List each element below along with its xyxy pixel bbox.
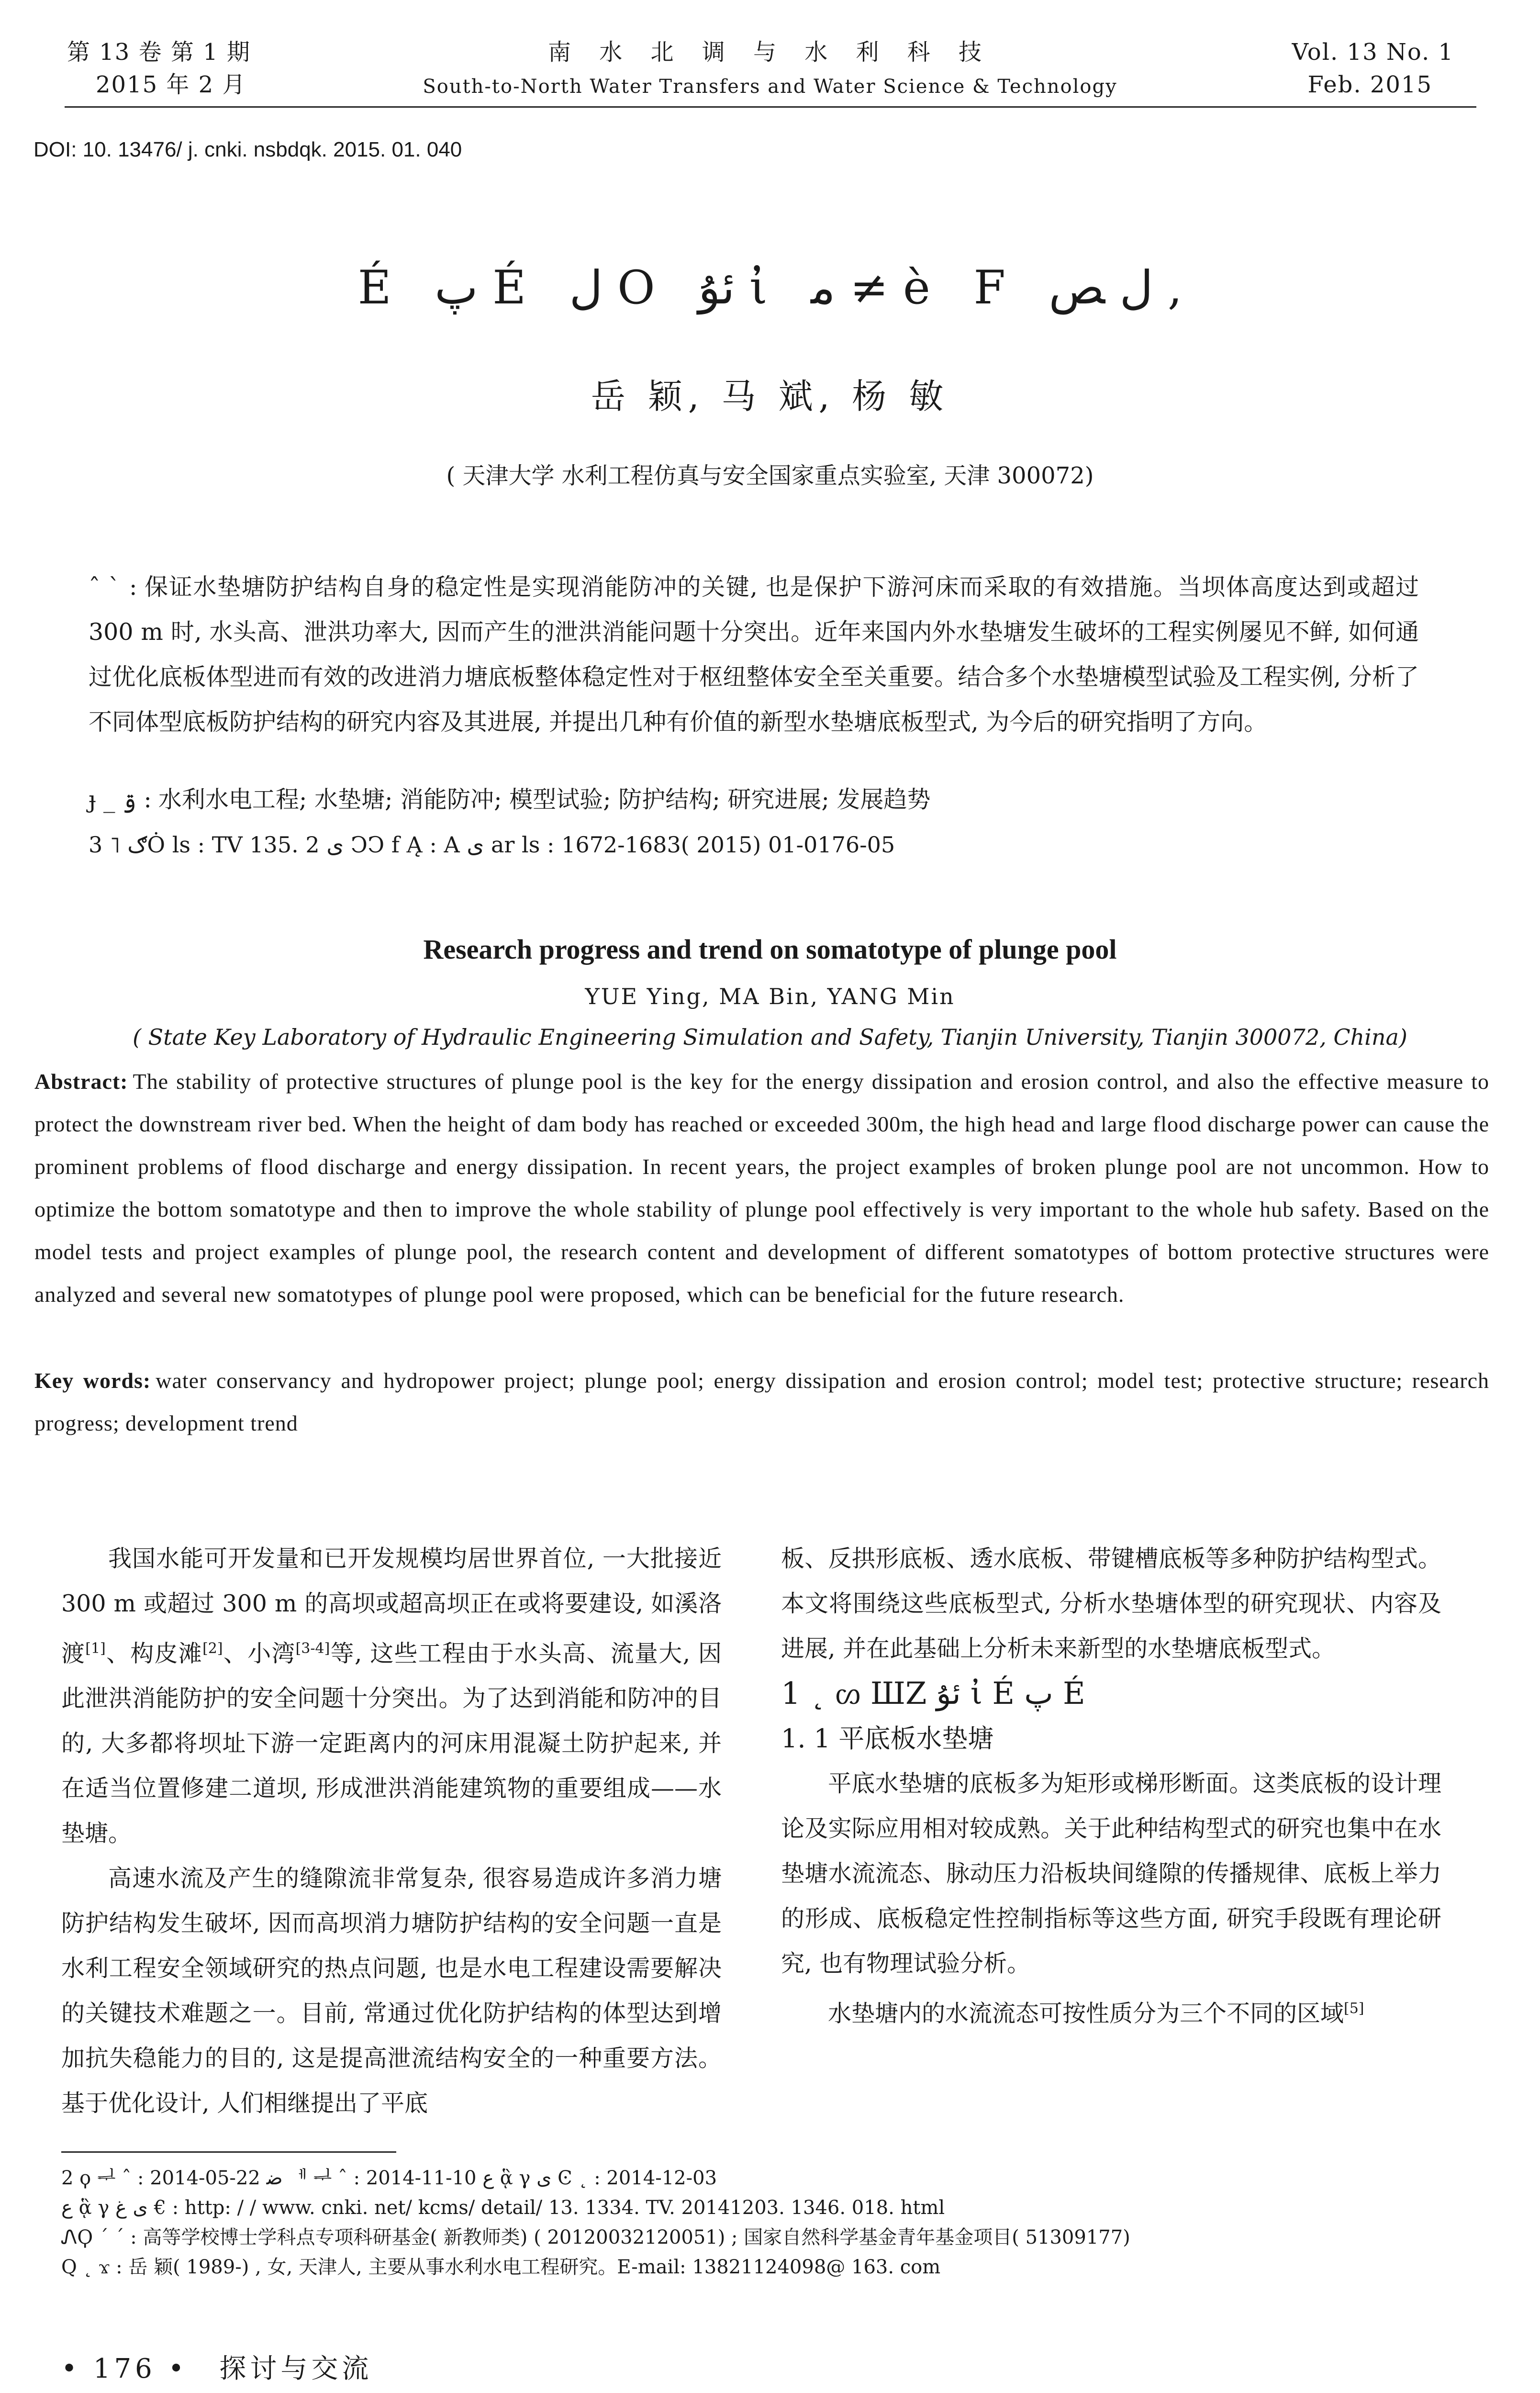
english-keywords bbox=[34, 1359, 1489, 1444]
citation-1: [1] bbox=[85, 1640, 106, 1657]
volume-issue-cn: 第 13 卷 第 1 期 bbox=[67, 39, 251, 66]
english-abstract-text: The stability of protective structures of plunge pool is the key for the energy dissipation and erosion control, and also the effective measure to protect the downstream river bed. When the height of dam body has reached or exceeded 300m, the high head and large flood discharge power can cause the prominent problems of flood discharge and energy dissipation. In recent years, the project examples of broken plunge pool are not uncommon. How to optimize the bottom somatotype and then to improve the whole stability of plunge pool effectively is very important to the whole hub safety. Based on the model tests and project examples of plunge pool, the research content and development of different somatotypes of bottom protective structures were analyzed and several new somatotypes of plunge pool were proposed, which can be beneficial for the future research. bbox=[34, 1069, 1489, 1307]
body-paragraph-2: 高速水流及产生的缝隙流非常复杂, 很容易造成许多消力塘防护结构发生破坏, 因而高坝消力塘防护结构的安全问题一直是水利工程安全领域研究的热点问题, 也是水电工程建设需要解决的关键技术难题之一。目前, 常通过优化防护结构的体型达到增加抗失稳能力的目的, 这是提高泄流结构安全的一种重要方法。基于优化设计, 人们相继提出了平底 bbox=[61, 1865, 722, 2117]
authors: 岳 颖, 马 斌, 杨 敏 bbox=[591, 376, 949, 416]
abstract-cn-label: ˆ ˋ : bbox=[89, 573, 137, 601]
english-affiliation: ( State Key Laboratory of Hydraulic Engineering Simulation and Safety, Tianjin University, Tianjin 300072, China) bbox=[133, 1024, 1407, 1050]
body-paragraph-5: 水垫塘内的水流流态可按性质分为三个不同的区域[5] bbox=[828, 2000, 1364, 2027]
footnote-funding: ᏁϘ ˊ ˊ : 高等学校博士学科点专项科研基金( 新教师类) ( 20120032120051) ; 国家自然科学基金青年基金项目( 51309177) bbox=[61, 2226, 1130, 2248]
footnote-rule bbox=[61, 2151, 396, 2153]
keywords-cn-text: 水利水电工程; 水垫塘; 消能防冲; 模型试验; 防护结构; 研究进展; 发展趋势 bbox=[158, 786, 931, 813]
date-en: Feb. 2015 bbox=[1307, 71, 1432, 98]
volume-issue-en: Vol. 13 No. 1 bbox=[1292, 39, 1454, 66]
citation-3: [3-4] bbox=[295, 1640, 330, 1657]
body-paragraph-1: 我国水能可开发量和已开发规模均居世界首位, 一大批接近 300 m 或超过 300 m 的高坝或超高坝正在或将要建设, 如溪洛渡[1]、构皮滩[2]、小湾[3-4]等, 这些工程由于水头高、流量大, 因此泄洪消能防护的安全问题十分突出。为了达到消能和防冲的目的, 大多都将坝址下游一定距离内的河床用混凝土防护起来, 并在适当位置修建二道坝, 形成泄洪消能建筑物的重要组成——水垫塘。 bbox=[61, 1545, 722, 1847]
page-number: • 176 • bbox=[61, 2353, 188, 2384]
footnote-dates: 2 ϙ ᆗ ˆ : 2014-05-22 ﺿ ᅦ ᆗ ˆ : 2014-11-10 ﻉ ᾃ γ ى Ͼ ˛ : 2014-12-03 bbox=[61, 2167, 717, 2189]
abstract-cn bbox=[89, 565, 1419, 745]
citation-2: [2] bbox=[202, 1640, 223, 1657]
keywords-cn-label: ɟ _ ۊ : bbox=[89, 786, 152, 813]
classification-line: 3 ˥ ګȮ ls : TV 135. 2 ى ϽϽ f Ą : A ى ar ls : 1672-1683( 2015) 01-0176-05 bbox=[89, 832, 895, 858]
body-left-column bbox=[61, 1536, 722, 2126]
english-title: Research progress and trend on somatotype of plunge pool bbox=[423, 934, 1117, 965]
footnote-online-url: ﻉ ᾃ γ ى ﻍ € : http: / / www. cnki. net/ kcms/ detail/ 13. 1334. TV. 20141203. 1346. 018. html bbox=[61, 2197, 945, 2219]
abstract-cn-text: 保证水垫塘防护结构自身的稳定性是实现消能防冲的关键, 也是保护下游河床而采取的有效措施。当坝体高度达到或超过 300 m 时, 水头高、泄洪功率大, 因而产生的泄洪消能问题十分突出。近年来国内外水垫塘发生破坏的工程实例屡见不鲜, 如何通过优化底板体型进而有效的改进消力塘底板整体稳定性对于枢纽整体安全至关重要。结合多个水垫塘模型试验及工程实例, 分析了不同体型底板防护结构的研究内容及其进展, 并提出几种有价值的新型水垫塘底板型式, 为今后的研究指明了方向。 bbox=[89, 573, 1419, 736]
doi: DOI: 10. 13476/ j. cnki. nsbdqk. 2015. 01. 040 bbox=[33, 138, 462, 161]
date-cn: 2015 年 2 月 bbox=[96, 71, 246, 98]
section-1-1-heading: 1. 1 平底板水垫塘 bbox=[781, 1723, 994, 1754]
journal-title-cn: 南 水 北 调 与 水 利 科 技 bbox=[547, 39, 993, 66]
keywords-cn bbox=[89, 777, 1419, 822]
english-abstract bbox=[34, 1060, 1489, 1316]
english-keywords-text: water conservancy and hydropower project; plunge pool; energy dissipation and erosion control; model test; protective structure; research progress; development trend bbox=[34, 1368, 1489, 1435]
english-authors: YUE Ying, MA Bin, YANG Min bbox=[585, 984, 955, 1009]
header-rule bbox=[65, 106, 1476, 108]
affiliation: ( 天津大学 水利工程仿真与安全国家重点实验室, 天津 300072) bbox=[446, 462, 1094, 489]
body-paragraph-4: 平底水垫塘的底板多为矩形或梯形断面。这类底板的设计理论及实际应用相对较成熟。关于此种结构型式的研究也集中在水垫塘水流流态、脉动压力沿板块间缝隙的传播规律、底板上举力的形成、底板稳定性控制指标等这些方面, 研究手段既有理论研究, 也有物理试验分析。 bbox=[781, 1770, 1441, 1977]
article-title: É پ É ل O ئۇ ἰ ﻣ ≠ è F ﻝ ﺺ , bbox=[357, 261, 1183, 314]
citation-5: [5] bbox=[1344, 2000, 1364, 2017]
footnote-author-bio: Q ˛ ϫ : 岳 颖( 1989-) , 女, 天津人, 主要从事水利水电工程研究。E-mail: 13821124098@ 163. com bbox=[61, 2256, 941, 2278]
english-abstract-label: Abstract: bbox=[34, 1069, 128, 1094]
english-keywords-label: Key words: bbox=[34, 1368, 151, 1393]
page-footer bbox=[61, 2348, 372, 2386]
body-paragraph-3: 板、反拱形底板、透水底板、带键槽底板等多种防护结构型式。本文将围绕这些底板型式, 分析水垫塘体型的研究现状、内容及进展, 并在此基础上分析未来新型的水垫塘底板型式。 bbox=[781, 1545, 1441, 1662]
section-1-heading: 1 ˛ ᦠ ШZ ئۇ ἰ É پ É bbox=[781, 1676, 1085, 1711]
journal-title-en: South-to-North Water Transfers and Water Science & Technology bbox=[423, 76, 1117, 98]
body-right-column bbox=[781, 1536, 1441, 2036]
column-section-name: 探讨与交流 bbox=[219, 2353, 373, 2384]
